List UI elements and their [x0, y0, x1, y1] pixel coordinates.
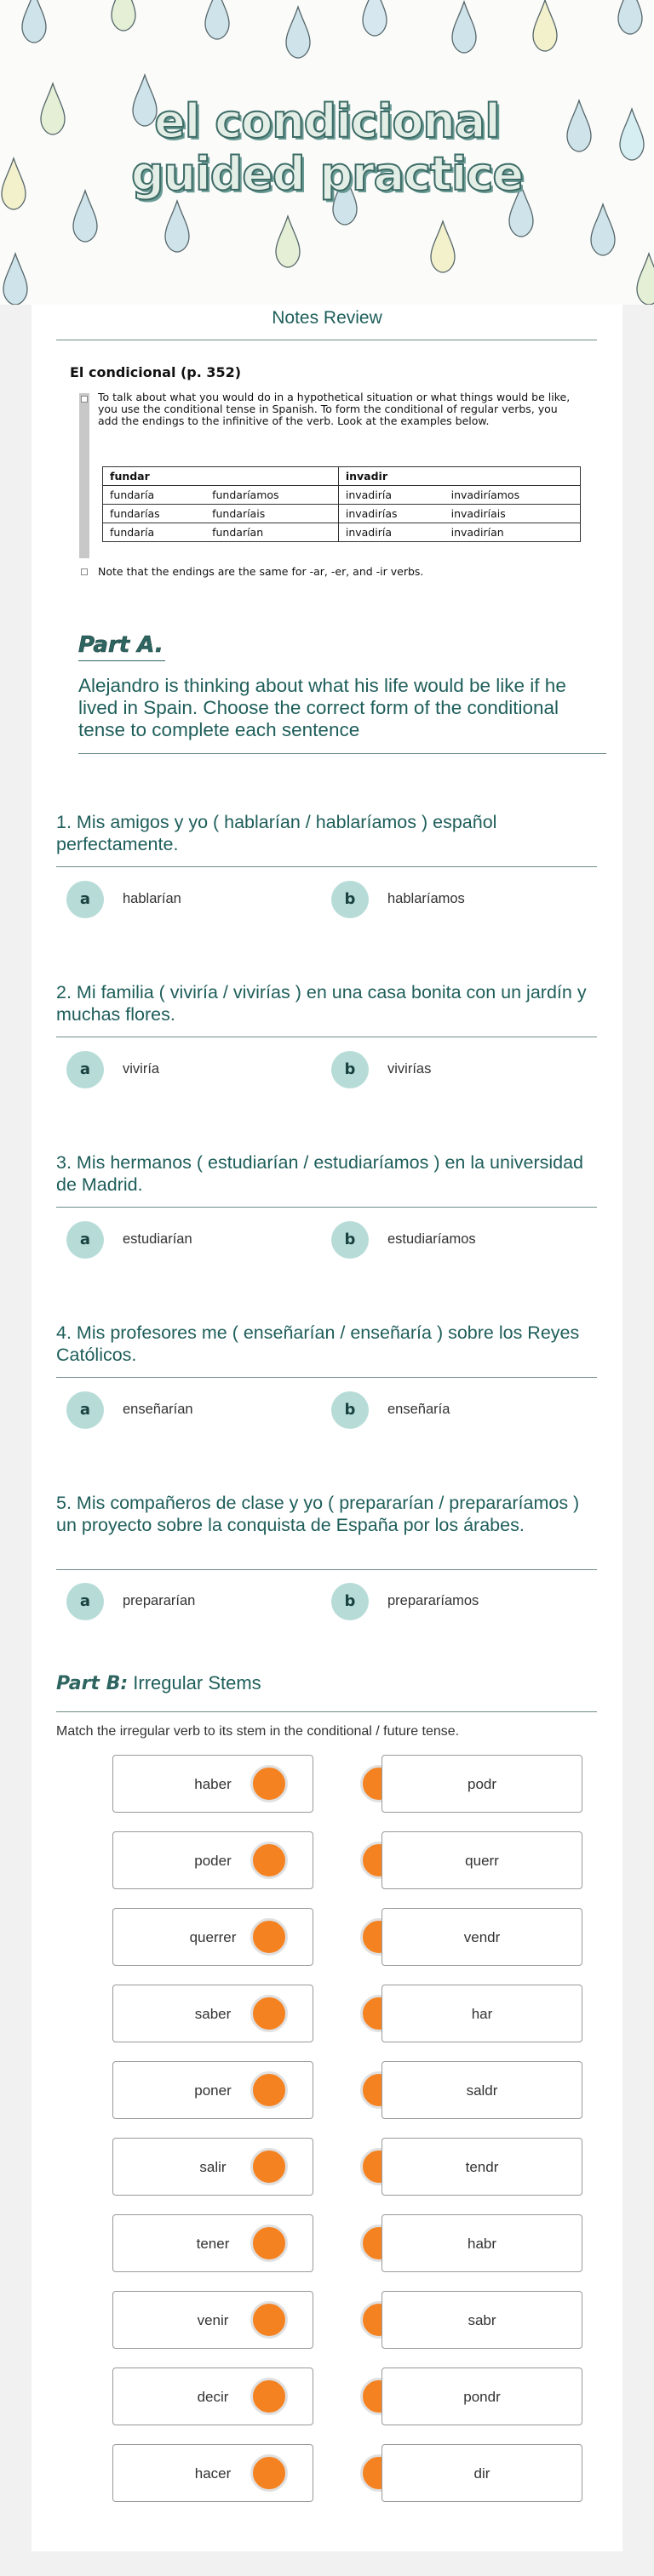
match-right-item[interactable]: pondr: [382, 2368, 582, 2425]
notes-document: [61, 356, 594, 883]
question-3-option-a[interactable]: estudiarían: [123, 1231, 192, 1247]
question-1-text: 1. Mis amigos y yo ( hablarían / hablaríamos ) español perfectamente.: [56, 812, 497, 854]
table-cell: invadiría: [338, 523, 444, 542]
table-cell: invadiría: [338, 486, 444, 505]
conjugation-table: [102, 466, 581, 542]
match-right-item[interactable]: podr: [382, 1755, 582, 1813]
option-a-badge[interactable]: a: [66, 881, 104, 918]
divider: [56, 1569, 597, 1570]
match-right-item[interactable]: vendr: [382, 1908, 582, 1966]
table-cell: fundarías: [103, 505, 206, 523]
match-connector-dot[interactable]: [250, 1995, 288, 2032]
question-3-option-b[interactable]: estudiaríamos: [387, 1231, 476, 1247]
match-connector-dot[interactable]: [250, 2378, 288, 2415]
question-5-text: 5. Mis compañeros de clase y yo ( prepararían / prepararíamos ) un proyecto sobre la conquista de España por los árabes.: [56, 1493, 580, 1535]
option-a-badge[interactable]: a: [66, 1221, 104, 1259]
part-a-underline: [78, 660, 165, 661]
table-cell: invadirían: [445, 523, 581, 542]
option-b-badge[interactable]: b: [331, 881, 369, 918]
table-row: [103, 523, 581, 542]
table-cell: fundaría: [103, 523, 206, 542]
match-left-item[interactable]: poner: [112, 2061, 313, 2119]
option-a-badge[interactable]: a: [66, 1391, 104, 1429]
match-connector-dot[interactable]: [250, 2301, 288, 2339]
match-left-item[interactable]: venir: [112, 2291, 313, 2349]
bullet-icon: [81, 568, 88, 575]
question-3-text: 3. Mis hermanos ( estudiarían / estudiaríamos ) en la universidad de Madrid.: [56, 1152, 584, 1195]
match-right-item[interactable]: habr: [382, 2214, 582, 2272]
table-row: [103, 486, 581, 505]
match-left-item[interactable]: tener: [112, 2214, 313, 2272]
option-b-badge[interactable]: b: [331, 1221, 369, 1259]
table-row: [103, 505, 581, 523]
question-4-option-b[interactable]: enseñaría: [387, 1402, 450, 1417]
worksheet-card: [32, 305, 622, 2551]
match-connector-dot[interactable]: [250, 2225, 288, 2262]
match-connector-dot[interactable]: [250, 1765, 288, 1802]
page-bottom: [0, 2551, 654, 2576]
divider: [56, 1207, 597, 1208]
worksheet-title: el condicional guided practice: [130, 94, 524, 201]
question-2-text: 2. Mi familia ( viviría / vivirías ) en una casa bonita con un jardín y muchas flores.: [56, 982, 587, 1025]
table-cell: fundaríais: [205, 505, 338, 523]
match-left-item[interactable]: decir: [112, 2368, 313, 2425]
question-1-option-b[interactable]: hablaríamos: [387, 891, 465, 906]
doc-paragraph: To talk about what you would do in a hypothetical situation or what things would be like, you use the conditional tense in Spanish. To form the conditional of regular verbs, you add the endings to the infinitive of the verb. Look at the examples below.: [98, 391, 571, 427]
match-right-item[interactable]: saldr: [382, 2061, 582, 2119]
table-cell: fundaríamos: [205, 486, 338, 505]
match-left-item[interactable]: querrer: [112, 1908, 313, 1966]
table-cell: invadirías: [338, 505, 444, 523]
part-b-heading: Irregular Stems: [133, 1672, 261, 1694]
match-right-item[interactable]: sabr: [382, 2291, 582, 2349]
question-5-option-b[interactable]: prepararíamos: [387, 1593, 479, 1608]
part-b-title: [56, 1672, 261, 1694]
part-a-instructions: Alejandro is thinking about what his life would be like if he lived in Spain. Choose the correct form of the conditional tense to complete each sentence: [78, 675, 566, 740]
question-2-option-b[interactable]: vivirías: [387, 1061, 432, 1077]
question-5-option-a[interactable]: prepararían: [123, 1593, 196, 1608]
part-b-label: Part B:: [56, 1673, 129, 1694]
table-cell: invadiríamos: [445, 486, 581, 505]
divider: [56, 866, 597, 867]
doc-sidebar-bar: [79, 393, 89, 558]
divider: [56, 1711, 597, 1712]
match-right-item[interactable]: querr: [382, 1831, 582, 1889]
notes-review-title: Notes Review: [272, 308, 382, 328]
part-b-instructions: Match the irregular verb to its stem in the conditional / future tense.: [56, 1724, 460, 1739]
match-connector-dot[interactable]: [250, 1842, 288, 1879]
question-4-text: 4. Mis profesores me ( enseñarían / enseñaría ) sobre los Reyes Católicos.: [56, 1322, 580, 1365]
table-header-cell: invadir: [338, 467, 580, 486]
match-left-item[interactable]: hacer: [112, 2444, 313, 2502]
divider: [56, 1377, 597, 1378]
match-connector-dot[interactable]: [250, 2454, 288, 2492]
match-left-item[interactable]: haber: [112, 1755, 313, 1813]
option-b-badge[interactable]: b: [331, 1051, 369, 1088]
question-1-option-a[interactable]: hablarían: [123, 891, 181, 906]
question-4-option-a[interactable]: enseñarían: [123, 1402, 193, 1417]
match-connector-dot[interactable]: [250, 1918, 288, 1956]
option-b-badge[interactable]: b: [331, 1583, 369, 1620]
option-a-badge[interactable]: a: [66, 1583, 104, 1620]
header-banner: [0, 0, 654, 305]
table-header-row: [103, 467, 581, 486]
match-left-item[interactable]: saber: [112, 1985, 313, 2042]
match-left-item[interactable]: salir: [112, 2138, 313, 2196]
match-connector-dot[interactable]: [250, 2148, 288, 2185]
bullet-icon: [81, 396, 88, 403]
table-header-cell: fundar: [103, 467, 339, 486]
part-a-title: Part A.: [78, 632, 164, 658]
table-cell: fundaría: [103, 486, 206, 505]
option-b-badge[interactable]: b: [331, 1391, 369, 1429]
option-a-badge[interactable]: a: [66, 1051, 104, 1088]
question-2-option-a[interactable]: viviría: [123, 1061, 160, 1077]
doc-heading: El condicional (p. 352): [70, 364, 242, 380]
table-cell: fundarían: [205, 523, 338, 542]
doc-note: Note that the endings are the same for -ar, -er, and -ir verbs.: [98, 565, 424, 578]
divider: [78, 753, 606, 754]
table-cell: invadiríais: [445, 505, 581, 523]
match-right-item[interactable]: dir: [382, 2444, 582, 2502]
match-connector-dot[interactable]: [250, 2071, 288, 2109]
match-left-item[interactable]: poder: [112, 1831, 313, 1889]
match-right-item[interactable]: har: [382, 1985, 582, 2042]
match-right-item[interactable]: tendr: [382, 2138, 582, 2196]
